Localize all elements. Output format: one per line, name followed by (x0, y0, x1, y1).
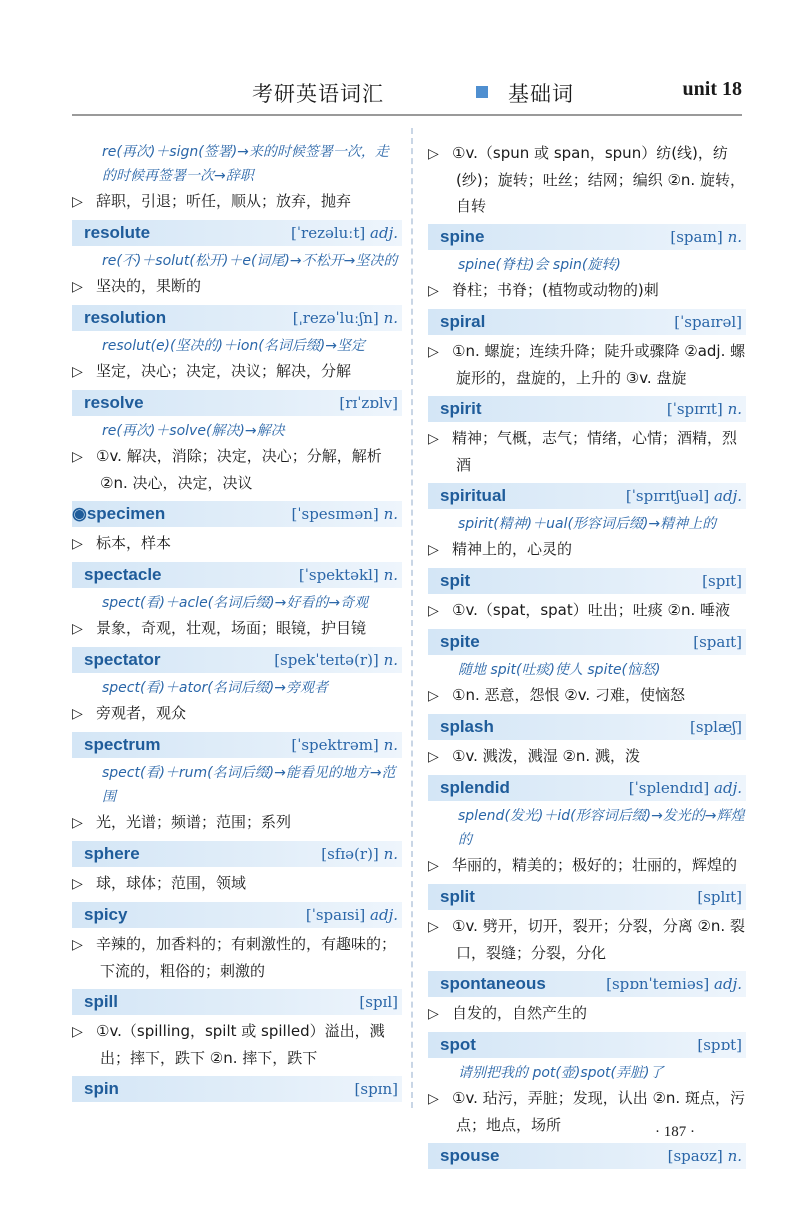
phonetic (667, 396, 742, 422)
phonetic-text: [rɪˈzɒlv] (339, 394, 398, 412)
entry-headword-bar (72, 647, 402, 673)
entry-etymology: spirit(精神)＋ual(形容词后缀)→精神上的 (458, 516, 717, 532)
entry-definition: ▷ 旁观者，观众 (72, 700, 402, 727)
headword: spicy (84, 905, 128, 924)
entry-headword-bar (428, 629, 746, 655)
entry-headword-bar (428, 884, 746, 910)
entry-headword-bar (72, 732, 402, 758)
phonetic (674, 309, 742, 335)
headword: spectrum (84, 735, 161, 754)
headword: ◉specimen (72, 504, 166, 523)
headword: spouse (440, 1146, 500, 1165)
phonetic (697, 884, 742, 910)
phonetic-text: [spaɪt] (693, 633, 742, 651)
entry-headword-bar (72, 501, 402, 527)
entry-definition: ▷ ①n. 恶意，怨恨 ②v. 刁难，使恼怒 (428, 682, 746, 709)
part-of-speech: adj. (370, 224, 398, 242)
headword: resolve (84, 393, 144, 412)
entry-etymology: 随地 spit(吐痰)使人 spite(恼怒) (458, 662, 661, 678)
headword: split (440, 887, 475, 906)
phonetic-text: [ˈspaɪrəl] (674, 313, 742, 331)
headword: spin (84, 1079, 119, 1098)
entry-definition: ▷ 华丽的，精美的；极好的；壮丽的，辉煌的 (428, 852, 746, 879)
entry-definition: ▷ ①v. 玷污，弄脏；发现，认出 ②n. 斑点，污点；地点，场所 (428, 1085, 746, 1138)
phonetic-text: [splæʃ] (690, 718, 742, 736)
entry-definition: ▷ 光，光谱；频谱；范围；系列 (72, 809, 402, 836)
entry-etymology: re(再次)＋sign(签署)→来的时候签署一次，走的时候再签署一次→辞职 (102, 144, 389, 184)
entry-headword-bar (428, 714, 746, 740)
phonetic-text: [spɪt] (702, 572, 742, 590)
entry-etymology: spine(脊柱)会 spin(旋转) (458, 257, 621, 273)
section-title: 基础词 (508, 82, 574, 106)
entry-definition: ▷ ①v. 劈开，切开，裂开；分裂，分离 ②n. 裂口，裂缝；分裂，分化 (428, 913, 746, 966)
entry-headword-bar (72, 390, 402, 416)
phonetic-text: [ˈspɪrɪt] (666, 400, 723, 418)
headword: resolute (84, 223, 151, 242)
phonetic (606, 971, 742, 997)
entry-definition: ▷ 坚决的，果断的 (72, 273, 402, 300)
entry-definition: ▷ ①v. 解决，消除；决定，决心；分解，解析 ②n. 决心，决定，决议 (72, 443, 402, 496)
headword: spiral (440, 312, 486, 331)
phonetic (274, 647, 398, 673)
entry-headword-bar (428, 396, 746, 422)
entry-headword-bar (428, 309, 746, 335)
entry-headword-bar (428, 775, 746, 801)
entry-headword-bar (72, 562, 402, 588)
phonetic-text: [spaʊz] (667, 1147, 723, 1165)
phonetic (291, 220, 398, 246)
entry-etymology: resolut(e)(坚决的)＋ion(名词后缀)→坚定 (102, 338, 365, 354)
part-of-speech: n. (383, 505, 398, 523)
headword: spine (440, 227, 485, 246)
phonetic (668, 1143, 742, 1169)
headword: spiritual (440, 486, 507, 505)
phonetic (293, 305, 398, 331)
part-of-speech: n. (383, 736, 398, 754)
phonetic-text: [ˈspektəkl] (298, 566, 379, 584)
entry-definition: ▷ ①v.（spilling，spilt 或 spilled）溢出，溅出；摔下，跌下 ②n. 摔下，跌下 (72, 1018, 402, 1071)
entry-headword-bar (72, 902, 402, 928)
left-entry-list (72, 220, 402, 1102)
entry-definition: ▷ ①v. 溅泼，溅湿 ②n. 溅，泼 (428, 743, 746, 770)
phonetic (359, 989, 398, 1015)
phonetic (291, 732, 398, 758)
headword: spectacle (84, 565, 162, 584)
entry-definition: ▷ 脊柱；书脊；(植物或动物的)刺 (428, 277, 746, 304)
phonetic (306, 902, 398, 928)
phonetic-text: [ˌrezəˈluːʃn] (292, 309, 379, 327)
section-square-icon (476, 86, 488, 98)
entry-definition: ▷ 辛辣的，加香料的；有刺激性的，有趣味的；下流的，粗俗的；刺激的 (72, 931, 402, 984)
right-column (428, 140, 746, 1172)
headword: resolution (84, 308, 167, 327)
phonetic-text: [spekˈteɪtə(r)] (274, 651, 379, 669)
phonetic-text: [ˈspɪrɪtʃuəl] (625, 487, 710, 505)
entry-definition: ▷ ①n. 螺旋；连续升降；陡升或骤降 ②adj. 螺旋形的，盘旋的，上升的 ③v. 盘旋 (428, 338, 746, 391)
headword: spirit (440, 399, 482, 418)
headword: spit (440, 571, 471, 590)
entry-headword-bar (428, 1143, 746, 1169)
entry-headword-bar (428, 483, 746, 509)
phonetic-text: [spɪl] (359, 993, 398, 1011)
entry-definition: ▷ 标本，样本 (72, 530, 402, 557)
part-of-speech: n. (727, 1147, 742, 1165)
entry-headword-bar (72, 841, 402, 867)
part-of-speech: n. (727, 400, 742, 418)
entry-etymology: splend(发光)＋id(形容词后缀)→发光的→辉煌的 (458, 808, 745, 848)
part-of-speech: adj. (370, 906, 398, 924)
headword: sphere (84, 844, 140, 863)
entry-headword-bar (72, 1076, 402, 1102)
phonetic-text: [ˈsplendɪd] (628, 779, 710, 797)
entry-etymology: re(不)＋solut(松开)＋e(词尾)→不松开→坚决的 (102, 253, 398, 269)
entry-definition: ▷ 自发的，自然产生的 (428, 1000, 746, 1027)
entry-etymology: 请别把我的 pot(壶)spot(弄脏)了 (458, 1065, 664, 1081)
phonetic (690, 714, 742, 740)
headword: spill (84, 992, 119, 1011)
headword: splendid (440, 778, 510, 797)
phonetic (339, 390, 398, 416)
unit-label: unit 18 (682, 78, 742, 100)
part-of-speech: n. (383, 566, 398, 584)
entry-definition: ▷ 精神；气概，志气；情绪，心情；酒精，烈酒 (428, 425, 746, 478)
phonetic-text: [spaɪn] (670, 228, 723, 246)
entry-headword-bar (428, 224, 746, 250)
phonetic-text: [ˈspesɪmən] (291, 505, 379, 523)
left-column (72, 140, 402, 1105)
entry-etymology: re(再次)＋solve(解决)→解决 (102, 423, 285, 439)
phonetic-text: [spɒt] (697, 1036, 742, 1054)
page-header (72, 78, 742, 108)
phonetic (292, 501, 398, 527)
entry-definition: ▷ ①v.（spat，spat）吐出；吐痰 ②n. 唾液 (428, 597, 746, 624)
phonetic (321, 841, 398, 867)
phonetic (355, 1076, 398, 1102)
part-of-speech: n. (383, 309, 398, 327)
part-of-speech: n. (383, 845, 398, 863)
part-of-speech: adj. (714, 779, 742, 797)
entry-definition: ▷ 精神上的，心灵的 (428, 536, 746, 563)
entry-headword-bar (72, 220, 402, 246)
phonetic-text: [ˈspaɪsi] (305, 906, 366, 924)
header-rule (72, 114, 742, 116)
headword: spot (440, 1035, 476, 1054)
phonetic (670, 224, 742, 250)
entry-headword-bar (428, 1032, 746, 1058)
phonetic-text: [ˈrezəluːt] (291, 224, 366, 242)
part-of-speech: adj. (714, 487, 742, 505)
part-of-speech: n. (727, 228, 742, 246)
entry-headword-bar (72, 305, 402, 331)
entry-headword-bar (428, 971, 746, 997)
phonetic (626, 483, 742, 509)
part-of-speech: adj. (714, 975, 742, 993)
phonetic-text: [ˈspektrəm] (291, 736, 379, 754)
phonetic-text: [spɪn] (354, 1080, 398, 1098)
book-title: 考研英语词汇 (252, 82, 384, 106)
phonetic (299, 562, 398, 588)
headword: spite (440, 632, 480, 651)
page-number: · 187 · (655, 1124, 695, 1140)
phonetic (702, 568, 742, 594)
right-entry-list (428, 224, 746, 1169)
column-divider (411, 128, 413, 1108)
phonetic (697, 1032, 742, 1058)
phonetic-text: [sfɪə(r)] (321, 845, 379, 863)
entry-etymology: spect(看)＋acle(名词后缀)→好看的→奇观 (102, 595, 369, 611)
entry-headword-bar (72, 989, 402, 1015)
entry-headword-bar (428, 568, 746, 594)
headword: splash (440, 717, 494, 736)
part-of-speech: n. (383, 651, 398, 669)
headword: spontaneous (440, 974, 546, 993)
entry-definition: ▷ 景象，奇观，壮观，场面；眼镜，护目镜 (72, 615, 402, 642)
phonetic-text: [spɒnˈteɪniəs] (606, 975, 710, 993)
entry-definition: ▷ 坚定，决心；决定，决议；解决，分解 (72, 358, 402, 385)
entry-definition: ▷ 辞职，引退；听任，顺从；放弃，抛弃 (72, 188, 402, 215)
phonetic-text: [splɪt] (697, 888, 742, 906)
entry-definition: ▷ ①v.（spun 或 span，spun）纺(线)，纺(纱)；旋转；吐丝；结网；编织 ②n. 旋转，自转 (428, 140, 746, 219)
phonetic (693, 629, 742, 655)
entry-definition: ▷ 球，球体；范围，领域 (72, 870, 402, 897)
entry-etymology: spect(看)＋ator(名词后缀)→旁观者 (102, 680, 328, 696)
headword: spectator (84, 650, 161, 669)
entry-etymology: spect(看)＋rum(名词后缀)→能看见的地方→范围 (102, 765, 396, 805)
phonetic (629, 775, 742, 801)
